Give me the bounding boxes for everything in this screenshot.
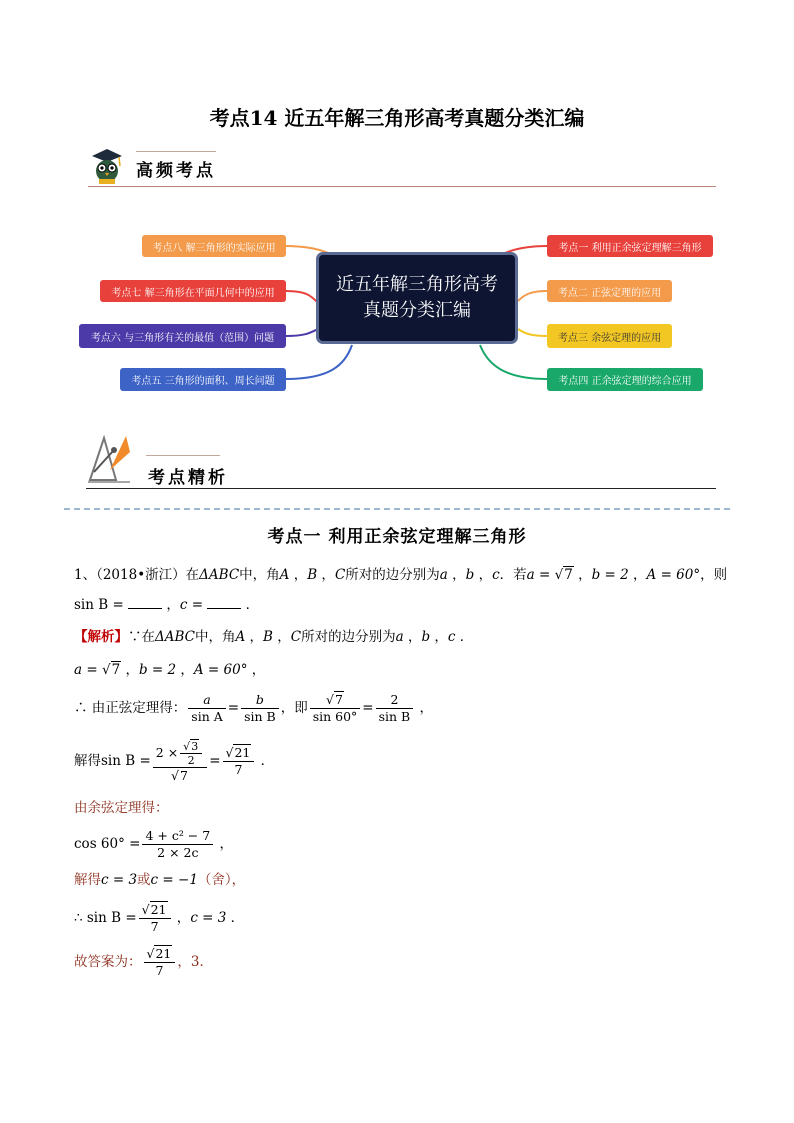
answer-blank[interactable] bbox=[128, 596, 162, 609]
math-radicand: 7 bbox=[111, 662, 121, 678]
problem-text: ，则 bbox=[700, 567, 728, 583]
solution-text: 所对的边分别为 bbox=[301, 629, 396, 645]
math-expr: 2 × bbox=[155, 744, 179, 760]
denominator: sin B bbox=[378, 709, 411, 724]
section-accent-line-2 bbox=[146, 455, 220, 456]
fraction bbox=[376, 692, 414, 725]
numerator: √21 bbox=[139, 902, 171, 919]
math-var: A bbox=[279, 567, 290, 583]
section-heading-analysis: 考点精析 bbox=[148, 468, 228, 488]
fraction bbox=[223, 745, 255, 778]
solution-line-2: a = √7 ，b = 2 ，A = 60° ， bbox=[74, 662, 266, 678]
denominator: sin B bbox=[244, 709, 276, 724]
math-expr: a = bbox=[526, 567, 555, 583]
graduate-owl-icon bbox=[88, 146, 126, 186]
math-var: A bbox=[235, 629, 246, 645]
math-expr: c = 3 bbox=[190, 910, 227, 926]
problem-text: 中，角 bbox=[239, 567, 280, 583]
numerator: 4 + c² − 7 bbox=[142, 828, 213, 845]
mindmap-node-topic-8: 考点八 解三角形的实际应用 bbox=[142, 235, 286, 257]
mindmap-node-topic-5: 考点五 三角形的面积、周长问题 bbox=[120, 368, 286, 391]
math-radicand: 3 bbox=[191, 739, 199, 753]
denominator: 2 × 2c bbox=[157, 845, 199, 860]
mindmap-node-topic-4: 考点四 正余弦定理的综合应用 bbox=[547, 368, 703, 391]
solution-line-5: 由余弦定理得： bbox=[74, 800, 169, 816]
fraction bbox=[142, 828, 213, 861]
math-expr: A = 60° bbox=[646, 567, 701, 583]
section-accent-line bbox=[136, 151, 216, 152]
math-radicand: 21 bbox=[155, 946, 172, 961]
mindmap-node-topic-2: 考点二 正弦定理的应用 bbox=[547, 280, 672, 302]
solution-text: 解得 bbox=[74, 872, 101, 888]
math-triangle: ΔABC bbox=[155, 629, 195, 645]
math-var: b bbox=[465, 567, 475, 583]
denominator: 2 bbox=[187, 753, 195, 767]
fraction bbox=[144, 946, 176, 979]
math-expr: c = 3 bbox=[101, 872, 138, 888]
answer-blank[interactable] bbox=[207, 596, 241, 609]
solution-line-4: 解得sin B = 2 × $\frac{√3}{2}$ √7 = $\frac{√21}{7}$ ． bbox=[74, 739, 275, 783]
mindmap-node-topic-3: 考点三 余弦定理的应用 bbox=[547, 324, 672, 348]
denominator: √7 bbox=[171, 767, 188, 783]
math-expr: sin B = bbox=[74, 597, 129, 613]
solution-text: 故答案为： bbox=[74, 954, 142, 970]
math-var: B bbox=[263, 629, 273, 645]
solution-text: 中，角 bbox=[195, 629, 236, 645]
numerator: b bbox=[241, 692, 279, 709]
math-var: c bbox=[492, 567, 500, 583]
solution-text: ，3． bbox=[177, 954, 213, 970]
math-expr: sin B = bbox=[101, 753, 151, 769]
problem-line-1: 1、（2018•浙江）在ΔABC中，角A ，B ，C所对的边分别为a ，b ，c．若a = √7 ，b = 2 ，A = 60°，则 bbox=[74, 567, 728, 583]
math-radicand: 7 bbox=[335, 692, 343, 707]
denominator: 7 bbox=[150, 919, 159, 934]
math-var: a bbox=[395, 629, 404, 645]
math-radicand: 21 bbox=[234, 745, 251, 760]
mindmap-node-topic-7: 考点七 解三角形在平面几何中的应用 bbox=[100, 280, 286, 302]
denominator: 7 bbox=[155, 963, 164, 978]
numerator: √7 bbox=[310, 692, 361, 709]
math-expr: ∴ sin B = bbox=[74, 910, 137, 926]
section-divider bbox=[88, 186, 716, 187]
math-expr: a = bbox=[74, 662, 102, 678]
denominator: 7 bbox=[234, 762, 243, 777]
math-var: c bbox=[447, 629, 456, 645]
solution-text: ∴ 由正弦定理得： bbox=[74, 700, 187, 716]
math-expr: c = bbox=[179, 597, 208, 613]
numerator: √3 bbox=[180, 740, 202, 754]
problem-text: 所对的边分别为 bbox=[345, 567, 440, 583]
math-var: a bbox=[439, 567, 448, 583]
numerator: a bbox=[188, 692, 225, 709]
math-radicand: 21 bbox=[150, 902, 167, 917]
solution-tag: 【解析】 bbox=[74, 629, 128, 645]
fraction bbox=[153, 740, 207, 784]
denominator: sin 60° bbox=[312, 709, 358, 724]
problem-number: 1、 bbox=[74, 567, 97, 583]
problem-text: 在 bbox=[185, 567, 200, 583]
section-divider-2 bbox=[86, 488, 716, 489]
solution-text: （舍）， bbox=[197, 872, 246, 888]
math-expr: c = −1 bbox=[150, 872, 198, 888]
math-triangle: ΔABC bbox=[199, 567, 240, 583]
math-radicand: 7 bbox=[564, 567, 573, 583]
problem-line-2: sin B = ，c = ． bbox=[74, 597, 260, 613]
mindmap-center-label: 近五年解三角形高考真题分类汇编 bbox=[336, 274, 498, 321]
fraction bbox=[139, 902, 171, 935]
solution-line-3: ∴ 由正弦定理得： $\frac{a}{\text{sin A}}$ = $\frac{b}{\text{sin B}}$ ，即 $\frac{√7}{\sin 60^\circ}$ = $\frac{2}{\text{sin B}}$ ， bbox=[74, 692, 434, 724]
mindmap-center-node bbox=[316, 252, 518, 344]
solution-line-7 bbox=[74, 870, 245, 890]
mindmap-node-topic-1: 考点一 利用正余弦定理解三角形 bbox=[547, 235, 713, 257]
solution-text: 或 bbox=[137, 872, 151, 888]
solution-line-8: ∴ sin B = $\frac{√21}{7}$ ，c = 3 ． bbox=[74, 902, 245, 934]
math-expr: cos 60° = bbox=[74, 836, 141, 852]
solution-text: ，即 bbox=[280, 700, 308, 716]
fraction bbox=[188, 692, 225, 725]
solution-line-6: cos 60° = $\frac{\text{4 + c² − 7}}{2 \times 2c}$ ， bbox=[74, 828, 234, 860]
solution-text: 解得 bbox=[74, 753, 101, 769]
problem-source: （2018•浙江） bbox=[96, 567, 186, 583]
dashed-separator bbox=[64, 508, 730, 510]
solution-line-1: 【解析】∵在ΔABC中，角A ，B ，C所对的边分别为a ，b ，c ． bbox=[74, 629, 474, 645]
math-expr: A = 60° bbox=[193, 662, 248, 678]
numerator: √21 bbox=[144, 946, 176, 963]
problem-text: ．若 bbox=[499, 567, 527, 583]
math-var: C bbox=[334, 567, 346, 583]
math-var: C bbox=[290, 629, 302, 645]
numerator bbox=[153, 740, 207, 768]
ruler-compass-icon bbox=[86, 430, 136, 486]
fraction bbox=[241, 692, 279, 725]
solution-text: ∵在 bbox=[128, 629, 155, 645]
denominator: sin A bbox=[191, 709, 223, 724]
math-expr: b = 2 bbox=[138, 662, 177, 678]
math-expr: b = 2 bbox=[591, 567, 629, 583]
page-title: 考点14 近五年解三角形高考真题分类汇编 bbox=[209, 106, 585, 130]
section-heading-frequent: 高频考点 bbox=[136, 161, 216, 181]
fraction bbox=[180, 740, 202, 767]
numerator: √21 bbox=[223, 745, 255, 762]
math-radicand: 7 bbox=[179, 767, 188, 783]
numerator: 2 bbox=[376, 692, 414, 709]
math-var: b bbox=[421, 629, 431, 645]
solution-line-9 bbox=[74, 944, 213, 980]
math-var: B bbox=[307, 567, 318, 583]
fraction bbox=[310, 692, 361, 725]
topic-subtitle: 考点一 利用正余弦定理解三角形 bbox=[267, 527, 527, 547]
mindmap-node-topic-6: 考点六 与三角形有关的最值（范围）问题 bbox=[79, 324, 286, 348]
